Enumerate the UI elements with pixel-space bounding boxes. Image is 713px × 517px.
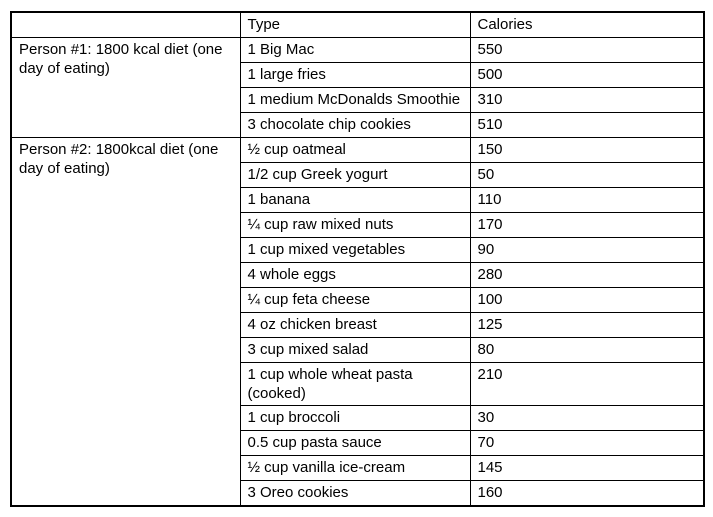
calories-cell: 50: [470, 163, 704, 188]
table-header: [11, 12, 704, 38]
food-type-cell: 3 chocolate chip cookies: [240, 113, 470, 138]
calories-cell: 500: [470, 63, 704, 88]
food-type-cell: 1 large fries: [240, 63, 470, 88]
calories-cell: 100: [470, 288, 704, 313]
calories-cell: 80: [470, 338, 704, 363]
diet-calories-table: [10, 11, 705, 507]
calories-cell: 310: [470, 88, 704, 113]
calories-cell: 30: [470, 406, 704, 431]
calories-cell: 280: [470, 263, 704, 288]
calories-cell: 160: [470, 481, 704, 507]
food-type-cell: ¼ cup raw mixed nuts: [240, 213, 470, 238]
food-type-cell: ½ cup oatmeal: [240, 138, 470, 163]
food-type-cell: 1/2 cup Greek yogurt: [240, 163, 470, 188]
calories-cell: 170: [470, 213, 704, 238]
food-type-cell: 4 whole eggs: [240, 263, 470, 288]
calories-cell: 550: [470, 38, 704, 63]
food-type-cell: 1 banana: [240, 188, 470, 213]
food-type-cell: 4 oz chicken breast: [240, 313, 470, 338]
food-type-cell: 1 Big Mac: [240, 38, 470, 63]
header-cell-calories: Calories: [470, 12, 704, 38]
header-row: [11, 12, 704, 38]
person-label-cell: Person #2: 1800kcal diet (one day of eating): [11, 138, 240, 507]
table-row: [11, 38, 704, 63]
calories-cell: 110: [470, 188, 704, 213]
food-type-cell: 1 medium McDonalds Smoothie: [240, 88, 470, 113]
calories-cell: 145: [470, 456, 704, 481]
table-body: [11, 38, 704, 507]
calories-cell: 90: [470, 238, 704, 263]
calories-cell: 510: [470, 113, 704, 138]
food-type-cell: ½ cup vanilla ice-cream: [240, 456, 470, 481]
person-label-cell: Person #1: 1800 kcal diet (one day of eating): [11, 38, 240, 138]
calories-cell: 210: [470, 363, 704, 406]
food-type-cell: 0.5 cup pasta sauce: [240, 431, 470, 456]
food-type-cell: ¼ cup feta cheese: [240, 288, 470, 313]
table-row: [11, 138, 704, 163]
food-type-cell: 1 cup whole wheat pasta (cooked): [240, 363, 470, 406]
calories-cell: 70: [470, 431, 704, 456]
calories-cell: 150: [470, 138, 704, 163]
header-cell-person: [11, 12, 240, 38]
food-type-cell: 3 cup mixed salad: [240, 338, 470, 363]
header-cell-type: Type: [240, 12, 470, 38]
food-type-cell: 1 cup broccoli: [240, 406, 470, 431]
food-type-cell: 1 cup mixed vegetables: [240, 238, 470, 263]
calories-cell: 125: [470, 313, 704, 338]
food-type-cell: 3 Oreo cookies: [240, 481, 470, 507]
